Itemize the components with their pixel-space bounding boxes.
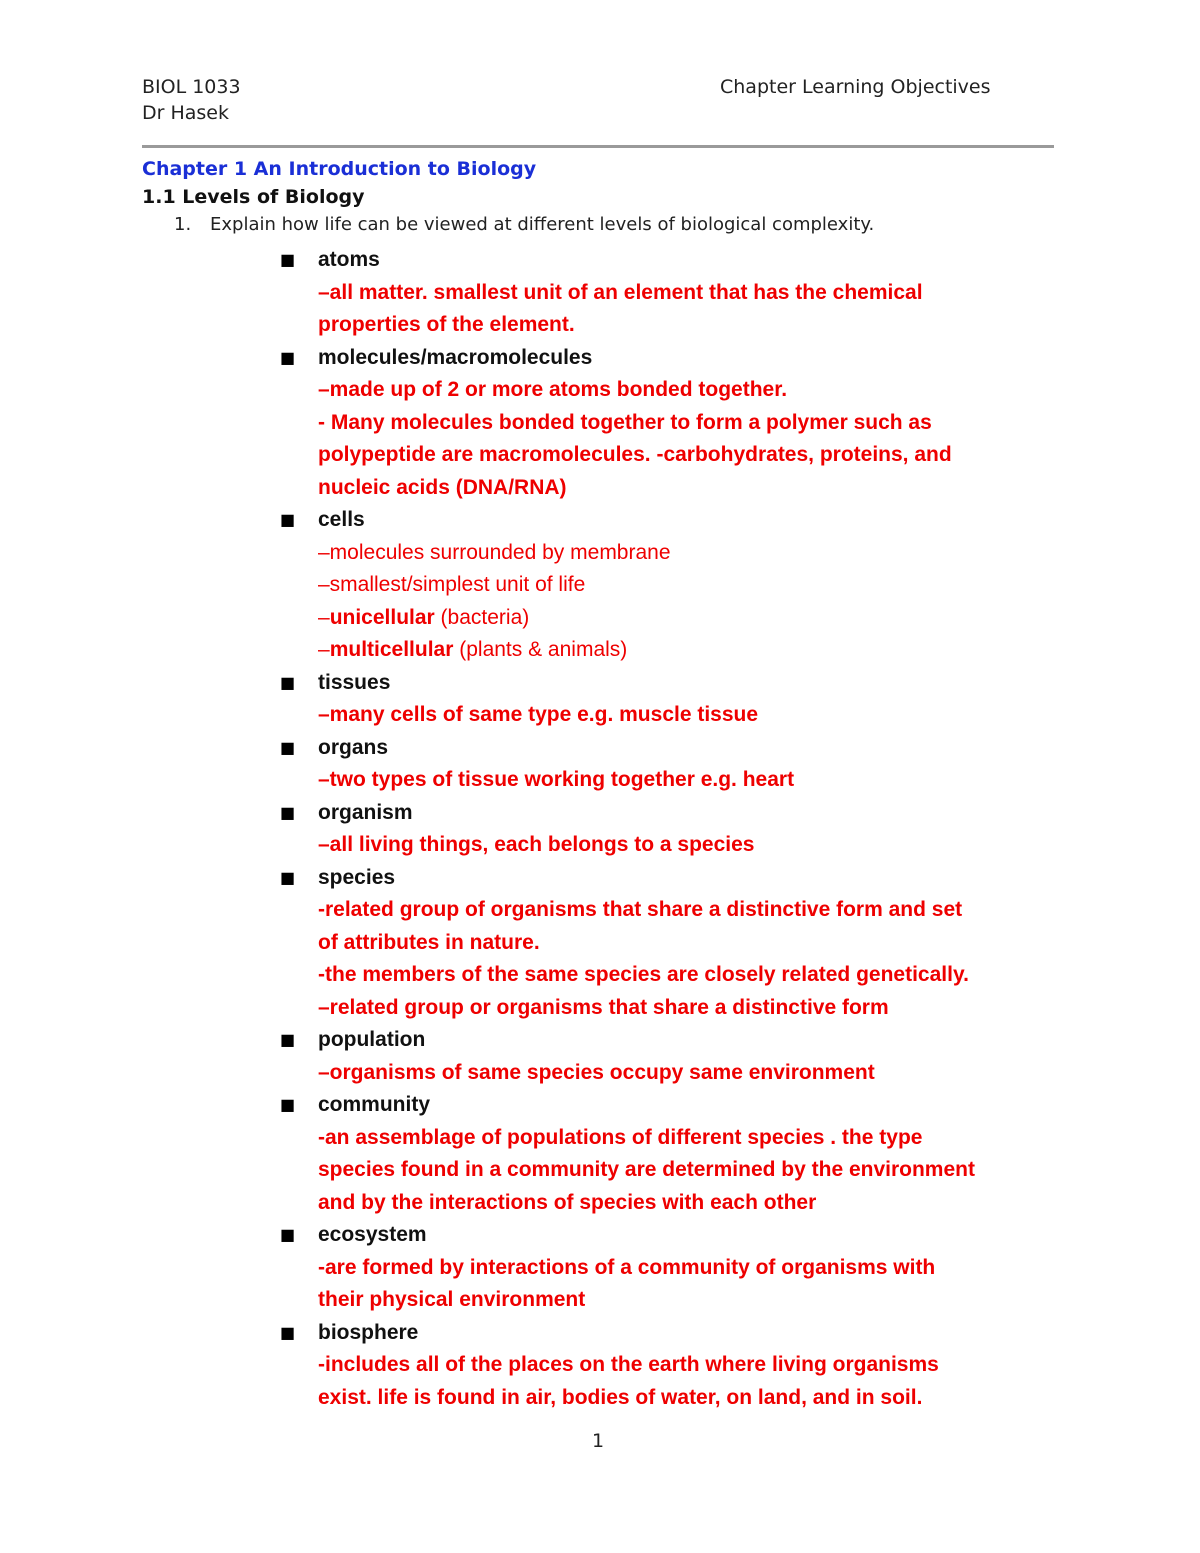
square-bullet-icon: ■	[280, 347, 296, 367]
square-bullet-icon: ■	[280, 250, 296, 269]
square-bullet-icon: ■	[280, 802, 296, 822]
note-line: exist. life is found in air, bodies of water, on land, and in soil.	[318, 1385, 923, 1409]
note-line: species found in a community are determined by the environment	[318, 1158, 975, 1181]
section-heading: 1.1 Levels of Biology	[142, 186, 365, 208]
square-bullet-icon: ■	[280, 1225, 296, 1244]
note-line: –all matter. smallest unit of an element that has the chemical	[318, 280, 923, 304]
list-item-atoms	[280, 244, 1080, 342]
learning-objective	[174, 214, 874, 235]
page-number: 1	[592, 1430, 605, 1452]
list-item-tissues	[280, 667, 1080, 732]
list-item-community	[280, 1089, 1080, 1219]
note-line: -includes all of the places on the earth where living organisms	[318, 1353, 939, 1376]
levels-list	[280, 244, 1080, 1414]
list-item-organs	[280, 732, 1080, 797]
course-code: BIOL 1033	[142, 76, 241, 98]
note-line	[318, 634, 1080, 667]
instructor-name: Dr Hasek	[142, 102, 230, 124]
note-line: –made up of 2 or more atoms bonded together.	[318, 378, 788, 401]
note-keyword: unicellular	[329, 605, 435, 629]
note-line: nucleic acids (DNA/RNA)	[318, 475, 567, 499]
list-item-cells	[280, 504, 1080, 667]
term-ecosystem: ecosystem	[318, 1223, 427, 1246]
note-line: –molecules surrounded by membrane	[318, 540, 671, 564]
note-text: (bacteria)	[434, 605, 530, 629]
square-bullet-icon: ■	[280, 1095, 296, 1114]
list-item-population	[280, 1024, 1080, 1089]
square-bullet-icon: ■	[280, 672, 296, 692]
list-item-biosphere	[280, 1317, 1080, 1415]
note-line: properties of the element.	[318, 313, 575, 336]
square-bullet-icon: ■	[280, 1030, 296, 1049]
list-item-molecules	[280, 342, 1080, 505]
note-line: - Many molecules bonded together to form a polymer such as	[318, 410, 932, 434]
note-line: –all living things, each belongs to a species	[318, 833, 755, 856]
note-line: –organisms of same species occupy same environment	[318, 1060, 875, 1084]
square-bullet-icon: ■	[280, 1322, 296, 1342]
note-dash: –	[318, 605, 330, 629]
term-atoms: atoms	[318, 248, 380, 271]
note-line: –smallest/simplest unit of life	[318, 573, 586, 596]
note-line: -are formed by interactions of a community of organisms with	[318, 1255, 936, 1279]
note-line: -the members of the same species are closely related genetically.	[318, 963, 969, 986]
document-title: Chapter Learning Objectives	[720, 76, 991, 98]
note-dash: –	[318, 638, 330, 661]
note-keyword: multicellular	[329, 638, 454, 661]
list-item-organism	[280, 797, 1080, 862]
list-item-species	[280, 862, 1080, 1025]
square-bullet-icon: ■	[280, 737, 296, 757]
note-text: (plants & animals)	[453, 638, 628, 661]
chapter-heading: Chapter 1 An Introduction to Biology	[142, 158, 537, 180]
note-line: –related group or organisms that share a distinctive form	[318, 995, 889, 1019]
note-line: -an assemblage of populations of different species . the type	[318, 1125, 923, 1149]
square-bullet-icon: ■	[280, 510, 296, 529]
note-line: and by the interactions of species with each other	[318, 1190, 817, 1214]
note-line: their physical environment	[318, 1288, 586, 1311]
note-line: –many cells of same type e.g. muscle tissue	[318, 703, 759, 726]
term-population: population	[318, 1028, 426, 1051]
objective-number: 1.	[174, 214, 192, 235]
note-line: of attributes in nature.	[318, 930, 540, 954]
list-item-ecosystem	[280, 1219, 1080, 1317]
note-line: -related group of organisms that share a distinctive form and set	[318, 898, 963, 921]
note-line: –two types of tissue working together e.g. heart	[318, 768, 795, 791]
term-cells: cells	[318, 508, 365, 531]
objective-text: Explain how life can be viewed at different levels of biological complexity.	[210, 214, 875, 235]
term-molecules: molecules/macromolecules	[318, 345, 593, 369]
header-divider	[142, 145, 1054, 148]
term-biosphere: biosphere	[318, 1320, 419, 1344]
note-line	[318, 602, 1080, 635]
note-line: polypeptide are macromolecules. -carbohydrates, proteins, and	[318, 443, 952, 466]
term-organism: organism	[318, 800, 413, 824]
square-bullet-icon: ■	[280, 867, 296, 887]
term-tissues: tissues	[318, 670, 391, 694]
term-species: species	[318, 865, 396, 889]
term-community: community	[318, 1093, 431, 1116]
term-organs: organs	[318, 735, 389, 759]
